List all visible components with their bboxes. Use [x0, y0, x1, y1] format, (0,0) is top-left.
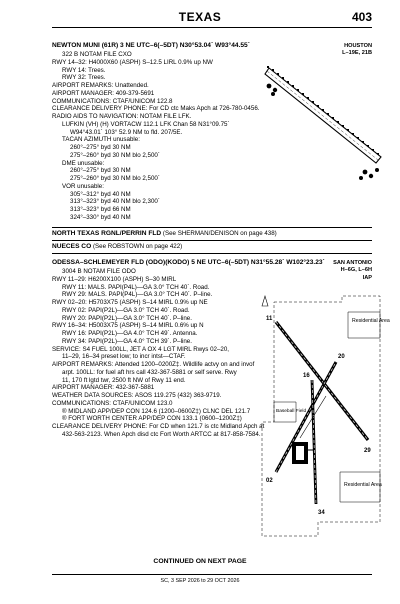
runway-end-label-20: 20 — [338, 354, 345, 360]
newton-info-line: AIRPORT MANAGER: 409-379-5691 — [52, 89, 155, 97]
newton-airport-diagram — [265, 64, 385, 214]
odessa-info-line: RWY 20: PAPI(P2L)—GA 3.0° TCH 40´. P–line. — [62, 314, 192, 322]
footer-rule — [52, 574, 372, 575]
odessa-info-line: RWY 16: PAPI(P2L)—GA 4.0° TCH 49´. Antenna. — [62, 330, 198, 337]
runway-end-label-11: 11 — [266, 316, 273, 322]
header-rule — [52, 27, 372, 28]
newton-info-line: RWY 14–32: H4000X60 (ASPH) S–12.5 LIRL 0.9% up NW — [52, 58, 213, 66]
newton-chart-side-line: L–19E, 21B — [342, 50, 372, 57]
odessa-info-line: RWY 11: MALS. PAPI(P4L)—GA 3.0° TCH 40´. Road. — [62, 283, 210, 291]
runway-end-label-29: 29 — [364, 448, 371, 454]
north-texas-name: NORTH TEXAS RGNL/PERRIN FLD — [52, 230, 162, 237]
odessa-info-line: RWY 16–34: H5003X75 (ASPH) S–14 MIRL 0.6% up N — [52, 322, 204, 330]
newton-info-line: 313°–323° byd 66 NM — [70, 206, 131, 213]
runway-end-label-02: 02 — [266, 478, 273, 484]
nueces-name: NUECES CO — [52, 243, 92, 250]
nueces-entry — [52, 243, 372, 251]
state-header: TEXAS — [178, 10, 222, 24]
odessa-info-line: AIRPORT MANAGER: 432-367-5881 — [52, 384, 155, 392]
residential-area-2-label: Residential Area — [344, 482, 382, 488]
odessa-info-line: WEATHER DATA SOURCES: ASOS 119.275 (432) 363-9719. — [52, 392, 222, 399]
newton-trees — [267, 84, 379, 180]
newton-info-line: 324°–330° byd 40 NM — [70, 213, 131, 221]
newton-info-line: RWY 32: Trees. — [62, 74, 106, 82]
newton-entry-body — [52, 51, 267, 222]
page-number: 403 — [351, 10, 372, 24]
odessa-airport-diagram — [256, 292, 390, 542]
odessa-info-line: 11–29, 16–34 preset low; to incr intst—CTAF. — [62, 353, 186, 361]
odessa-info-line: COMMUNICATIONS: CTAF/UNICOM 123.0 — [52, 399, 173, 407]
newton-info-line: 275°–260° byd 30 NM blo 2,500´ — [70, 151, 160, 159]
odessa-title: ODESSA–SCHLEMEYER FLD (ODO)(KODO) 5 NE UTC–6(–5DT) N31°55.28´ W102°23.23´ — [52, 259, 325, 266]
north-texas-entry — [52, 230, 372, 238]
odessa-chart-side-line: SAN ANTONIO — [333, 260, 372, 266]
newton-info-line: RADIO AIDS TO NAVIGATION: NOTAM FILE LFK. — [52, 113, 192, 120]
newton-info-line: 275°–260° byd 30 NM blo 2,500´ — [70, 175, 160, 182]
odessa-info-line: SERVICE: S4 FUEL 100LL, JET A OX 4 LGT MIRL Rwys 02–20, — [52, 345, 229, 353]
odessa-entry-body — [52, 268, 267, 439]
newton-info-line: 305°–312° byd 40 NM — [70, 190, 131, 198]
odessa-chart-side-line: H–6G, L–6H — [340, 267, 372, 274]
runway-end-label-34: 34 — [318, 510, 325, 516]
odessa-info-line: RWY 29: MALS. PAPI(P4L)—GA 3.0° TCH 40´. P–line. — [62, 291, 213, 299]
odessa-info-line: RWY 11–29: H6200X100 (ASPH) S–30 MIRL — [52, 275, 177, 283]
odessa-info-line: arpt. 100LL: for fuel aft hrs call 432-367-5881 or self serve. Rwy — [62, 368, 237, 376]
newton-info-line: 322 B NOTAM FILE CXO — [62, 51, 132, 58]
odessa-chart-side — [333, 260, 372, 282]
obstruction-tower-icon — [262, 296, 268, 306]
odessa-info-line: RWY 34: PAPI(P2L)—GA 4.0° TCH 39´. P–line. — [62, 337, 192, 345]
residential-area-1-label: Residential Area — [352, 318, 390, 324]
baseball-field-label: Baseball Field — [276, 409, 307, 414]
nueces-ref: (See ROBSTOWN on page 422) — [92, 243, 183, 250]
cycle-dates: SC, 3 SEP 2026 to 29 OCT 2026 — [160, 578, 240, 584]
odessa-info-line: CLEARANCE DELIVERY PHONE: For CD when 121.7 is ctc Midland Apch at — [52, 423, 265, 430]
newton-chart-side-line: HOUSTON — [344, 43, 372, 49]
newton-info-line: TACAN AZIMUTH unusable: — [62, 136, 140, 144]
odessa-info-line: AIRPORT REMARKS: Attended 1200–0200Z‡. Wildlife actvy on and invof — [52, 361, 255, 368]
newton-title: NEWTON MUNI (61R) 3 NE UTC–6(–5DT) N30°53.04´ W93°44.55´ — [52, 42, 250, 49]
odessa-info-line: RWY 02–20: H5703X75 (ASPH) S–14 MIRL 0.9% up NE — [52, 299, 208, 306]
newton-info-line: VOR unusable: — [62, 182, 104, 190]
newton-info-line: 260°–275° byd 30 NM — [70, 144, 131, 151]
north-texas-divider — [52, 240, 372, 241]
odessa-info-line: 432-563-2123. When Apch disd ctc Fort Worth ARTCC at 817-858-7584. — [62, 430, 261, 438]
odessa-info-line: RWY 02: PAPI(P2L)—GA 3.0° TCH 40´. Road. — [62, 306, 190, 314]
odessa-info-line: 11, 170 ft lgtd twr, 2500 ft NW of Rwy 11 end. — [62, 376, 186, 384]
runway-end-label-16: 16 — [303, 373, 310, 379]
newton-info-line: 260°–275° byd 30 NM — [70, 167, 131, 175]
property-boundary — [262, 296, 380, 536]
odessa-info-line: 3004 B NOTAM FILE ODO — [62, 268, 136, 275]
newton-info-line: DME unusable: — [62, 159, 105, 167]
newton-info-line: COMMUNICATIONS: CTAF/UNICOM 122.8 — [52, 97, 173, 105]
odessa-info-line: ® MIDLAND APP/DEP CON 124.6 (1200–0600Z‡) CLNC DEL 121.7 — [62, 407, 251, 415]
nueces-divider — [52, 253, 372, 254]
newton-info-line: RWY 14: Trees. — [62, 66, 106, 74]
newton-info-line: CLEARANCE DELIVERY PHONE: For CD ctc Maks Apch at 726-780-0456. — [52, 105, 260, 113]
newton-runway-14-32 — [265, 68, 381, 163]
newton-chart-side — [342, 43, 372, 58]
continued-note: CONTINUED ON NEXT PAGE — [153, 558, 247, 565]
newton-info-line: 313°–323° byd 40 NM blo 2,300´ — [70, 198, 160, 206]
odessa-info-line: ® FORT WORTH CENTER APP/DEP CON 133.1 (0600–1200Z‡) — [62, 415, 242, 423]
odessa-chart-side-line: IAP — [362, 274, 372, 281]
newton-info-line: AIRPORT REMARKS: Unattended. — [52, 82, 149, 89]
north-texas-ref: (See SHERMAN/DENISON on page 438) — [162, 230, 277, 237]
newton-info-line: LUFKIN (VH) (H) VORTACW 112.1 LFK Chan 58 N31°09.75´ — [62, 120, 230, 128]
residential-area-1-outline — [348, 312, 380, 338]
newton-divider — [52, 227, 372, 228]
newton-info-line: W94°43.01´ 103° 52.9 NM to fld. 207/5E. — [70, 128, 183, 136]
